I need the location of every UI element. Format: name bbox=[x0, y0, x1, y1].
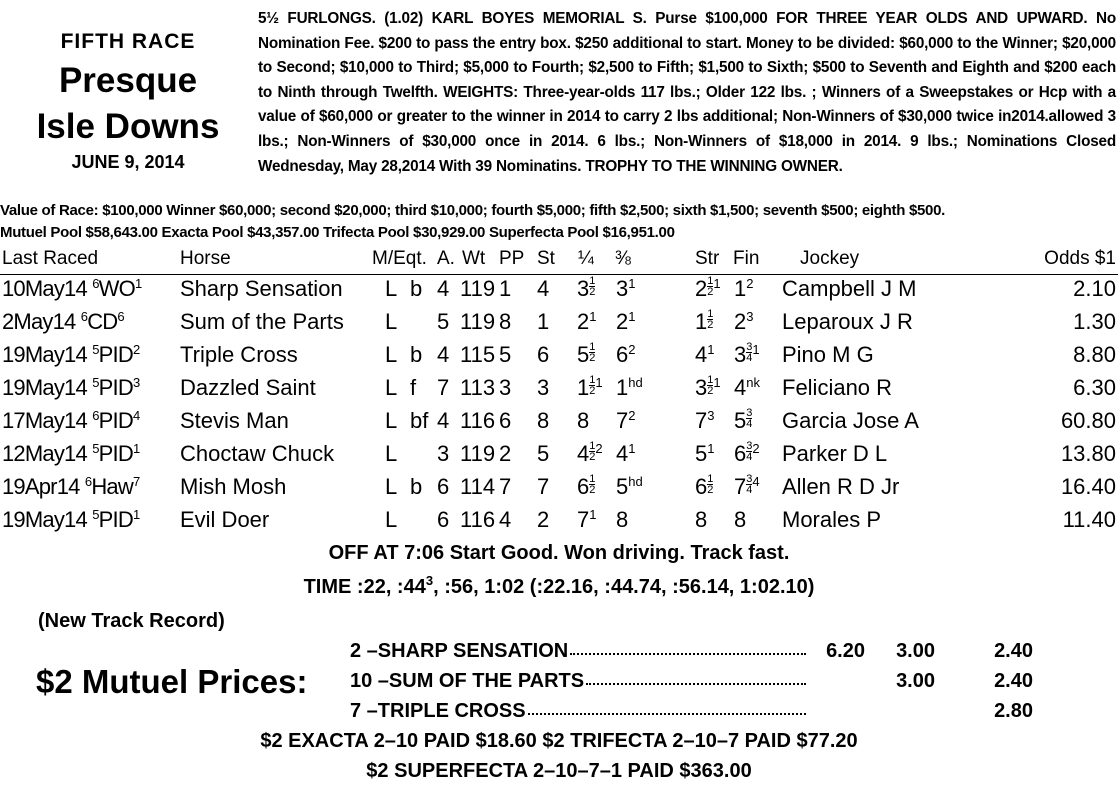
fraction bbox=[589, 342, 595, 363]
fraction-denominator: 2 bbox=[707, 286, 714, 298]
lengths-sup: 1 bbox=[589, 507, 597, 522]
call-position: 4 $\frac{1}{2}$ $^2$ bbox=[577, 440, 603, 466]
last-race-number: 6 bbox=[92, 408, 99, 423]
call-position: $3^1$ bbox=[616, 276, 636, 301]
post-position: 6 bbox=[499, 408, 512, 433]
start-position: 2 bbox=[537, 507, 550, 532]
lengths-sup: 2 bbox=[746, 276, 754, 291]
call-position: $1^2$ bbox=[734, 276, 754, 301]
fraction-numerator: 1 bbox=[589, 275, 596, 287]
jockey-name: Allen R D Jr bbox=[782, 474, 900, 499]
lengths-sup: 2 bbox=[752, 441, 760, 456]
last-finish: 1 bbox=[132, 507, 140, 522]
fraction-denominator: 2 bbox=[707, 319, 714, 331]
weight: 119 bbox=[460, 309, 496, 334]
equipment: b bbox=[410, 342, 423, 367]
last-finish: 1 bbox=[132, 441, 140, 456]
fraction-numerator: 3 bbox=[746, 440, 753, 452]
start-position: 7 bbox=[537, 474, 550, 499]
jockey-name: Garcia Jose A bbox=[782, 408, 919, 433]
odds: 6.30 bbox=[1073, 375, 1116, 400]
time-line bbox=[0, 573, 1118, 599]
age: 4 bbox=[437, 276, 450, 301]
horse-name: Mish Mosh bbox=[180, 474, 287, 499]
last-raced: 19May14 $^5$PID$^3$ bbox=[2, 375, 140, 400]
lengths-sup: 3 bbox=[746, 309, 754, 324]
dot-leader bbox=[528, 713, 806, 715]
medication: L bbox=[385, 408, 398, 433]
fraction bbox=[707, 309, 713, 330]
off-line: OFF AT 7:06 Start Good. Won driving. Track fast. bbox=[328, 542, 790, 564]
fraction-denominator: 2 bbox=[589, 286, 596, 298]
fraction-numerator: 1 bbox=[589, 473, 596, 485]
mutuel-row bbox=[0, 700, 1118, 728]
last-race-number: 6 bbox=[92, 276, 99, 291]
post-position: 1 bbox=[499, 276, 512, 301]
col-odds: Odds $1 bbox=[1044, 248, 1116, 269]
post-position: 2 bbox=[499, 441, 512, 466]
race-date: JUNE 9, 2014 bbox=[71, 152, 185, 172]
age: 6 bbox=[437, 507, 450, 532]
lengths-sup: 1 bbox=[752, 342, 760, 357]
medication: L bbox=[385, 276, 398, 301]
age: 3 bbox=[437, 441, 450, 466]
jockey-name: Parker D L bbox=[782, 441, 888, 466]
dot-leader bbox=[586, 683, 806, 685]
last-race-number: 5 bbox=[92, 342, 99, 357]
start-position: 6 bbox=[537, 342, 550, 367]
call-position: 6 $\frac{3}{4}$ $^2$ bbox=[734, 440, 760, 466]
medication: L bbox=[385, 375, 398, 400]
col-last-raced: Last Raced bbox=[2, 248, 99, 269]
jockey-name: Morales P bbox=[782, 507, 882, 532]
col-three-eighths: ⅜ bbox=[615, 248, 631, 269]
col-start: St bbox=[537, 248, 555, 269]
lengths-sup: 2 bbox=[595, 441, 603, 456]
last-raced: 12May14 $^5$PID$^1$ bbox=[2, 441, 140, 466]
lengths-sup: 1 bbox=[589, 309, 597, 324]
age: 5 bbox=[437, 309, 450, 334]
call-position: $7^2$ bbox=[616, 408, 636, 433]
fraction-denominator: 2 bbox=[589, 451, 596, 463]
fraction-numerator: 1 bbox=[589, 341, 596, 353]
weight: 114 bbox=[460, 474, 496, 499]
record-note: (New Track Record) bbox=[38, 610, 225, 632]
fraction bbox=[746, 408, 752, 429]
medication: L bbox=[385, 309, 398, 334]
mutuel-row bbox=[0, 640, 1118, 668]
table-row bbox=[0, 507, 1118, 540]
last-race-number: 5 bbox=[92, 441, 99, 456]
call-position: 8 bbox=[616, 507, 629, 532]
table-row bbox=[0, 276, 1118, 309]
age: 6 bbox=[437, 474, 450, 499]
call-position: 8 bbox=[695, 507, 708, 532]
value-of-race: Value of Race: $100,000 Winner $60,000; second $20,000; third $10,000; fourth $5,000; fifth $2,500; sixth $1,500; seventh $500; eighth $500. bbox=[0, 202, 945, 219]
track-name-line1: Presque bbox=[58, 61, 198, 100]
last-finish: 7 bbox=[132, 474, 140, 489]
fraction bbox=[589, 474, 595, 495]
call-position: $6^2$ bbox=[616, 342, 636, 367]
col-quarter: ¼ bbox=[578, 248, 594, 269]
lengths-sup: hd bbox=[628, 375, 643, 390]
call-position: $2^3$ bbox=[734, 309, 754, 334]
lengths-sup: 1 bbox=[628, 441, 636, 456]
post-position: 8 bbox=[499, 309, 512, 334]
medication: L bbox=[385, 507, 398, 532]
lengths-sup: hd bbox=[628, 474, 643, 489]
call-position: $2^1$ bbox=[616, 309, 636, 334]
fraction-numerator: 3 bbox=[746, 341, 753, 353]
col-finish: Fin bbox=[733, 248, 760, 269]
call-position: $7^1$ bbox=[577, 507, 597, 532]
last-race-number: 5 bbox=[92, 375, 99, 390]
time-prefix: TIME :22, :44 bbox=[303, 576, 426, 598]
horse-name: Sharp Sensation bbox=[180, 276, 343, 301]
call-position: $4^{nk}$ bbox=[734, 375, 760, 400]
race-conditions: 5½ FURLONGS. (1.02) KARL BOYES MEMORIAL S. Purse $100,000 FOR THREE YEAR OLDS AND UPWARD. No Nomination Fee. $200 to pass the entry box. $250 additional to start. Money to be divided: $60,000 to the Winner; $20,000 to Second; $10,000 to Third; $5,000 to Fourth; $2,500 to Fifth; $1,500 to Sixth; $500 to Seventh and Eighth and $200 each to Ninth through Twelfth. WEIGHTS: Three-year-olds 117 lbs.; Older 122 lbs. ; Winners of a Sweepstakes or Hcp with a value of $60,000 or greater to the winner in 2014 to carry 2 lbs additional; Non-Winners of $30,000 twice in2014.allowed 3 lbs.; Non-Winners of $30,000 once in 2014. 6 lbs.; Non-Winners of $18,000 in 2014. 9 lbs.; Nominations Closed Wednesday, May 28,2014 With 39 Nominatins. TROPHY TO THE WINNING OWNER. bbox=[258, 10, 1116, 175]
post-position: 5 bbox=[499, 342, 512, 367]
jockey-name: Feliciano R bbox=[782, 375, 893, 400]
lengths-sup: nk bbox=[746, 375, 760, 390]
last-race-number: 5 bbox=[92, 507, 99, 522]
fraction bbox=[589, 276, 595, 297]
table-row bbox=[0, 408, 1118, 441]
horse-name: Dazzled Saint bbox=[180, 375, 316, 400]
start-position: 1 bbox=[537, 309, 550, 334]
fraction-numerator: 1 bbox=[707, 473, 714, 485]
call-position: 6 $\frac{1}{2}$ bbox=[695, 473, 714, 499]
call-position: $5^1$ bbox=[695, 441, 715, 466]
weight: 116 bbox=[460, 507, 496, 532]
weight: 116 bbox=[460, 408, 496, 433]
post-position: 4 bbox=[499, 507, 512, 532]
lengths-sup: 1 bbox=[595, 375, 603, 390]
track-name bbox=[0, 58, 256, 150]
show-price: 2.40 bbox=[994, 640, 1033, 662]
mutuel-horse: 7 –TRIPLE CROSS bbox=[350, 700, 526, 722]
last-finish: 1 bbox=[134, 276, 142, 291]
fraction-numerator: 3 bbox=[746, 473, 753, 485]
last-finish: 4 bbox=[132, 408, 140, 423]
jockey-name: Pino M G bbox=[782, 342, 874, 367]
last-finish: 3 bbox=[132, 375, 140, 390]
place-price: 3.00 bbox=[896, 670, 935, 692]
lengths-sup: 1 bbox=[707, 342, 715, 357]
lengths-sup: 1 bbox=[628, 309, 636, 324]
last-finish: 2 bbox=[132, 342, 140, 357]
col-meq: M/Eqt. bbox=[372, 248, 427, 269]
table-row bbox=[0, 342, 1118, 375]
mutuel-horse: 2 –SHARP SENSATION bbox=[350, 640, 569, 662]
mutuel-title: $2 Mutuel Prices: bbox=[36, 663, 308, 700]
dot-leader bbox=[570, 653, 806, 655]
call-position: 3 $\frac{3}{4}$ $^1$ bbox=[734, 341, 760, 367]
mutuel-horse: 10 –SUM OF THE PARTS bbox=[350, 670, 585, 692]
odds: 2.10 bbox=[1073, 276, 1116, 301]
call-position: 6 $\frac{1}{2}$ bbox=[577, 473, 596, 499]
call-position: 7 $\frac{3}{4}$ $^4$ bbox=[734, 473, 760, 499]
last-raced: 10May14 $^6WO^1$ bbox=[2, 276, 142, 301]
medication: L bbox=[385, 441, 398, 466]
fraction-numerator: 1 bbox=[589, 440, 596, 452]
col-post-position: PP bbox=[499, 248, 525, 269]
call-position: 3 $\frac{1}{2}$ bbox=[577, 275, 596, 301]
place-price: 3.00 bbox=[896, 640, 935, 662]
last-finish: 6 bbox=[117, 309, 124, 324]
lengths-sup: 1 bbox=[713, 375, 721, 390]
call-position: $2^1$ bbox=[577, 309, 597, 334]
call-position: 5 $\frac{3}{4}$ bbox=[734, 407, 753, 433]
table-row bbox=[0, 375, 1118, 408]
medication: L bbox=[385, 474, 398, 499]
lengths-sup: 1 bbox=[628, 276, 636, 291]
last-raced: 19May14 $^5$PID$^2$ bbox=[2, 342, 140, 367]
age: 4 bbox=[437, 408, 450, 433]
fraction-denominator: 2 bbox=[589, 385, 596, 397]
odds: 1.30 bbox=[1073, 309, 1116, 334]
call-position: 1 $\frac{1}{2}$ $^1$ bbox=[577, 374, 603, 400]
race-number: FIFTH RACE bbox=[60, 30, 196, 53]
show-price: 2.40 bbox=[994, 670, 1033, 692]
post-position: 3 bbox=[499, 375, 512, 400]
lengths-sup: 2 bbox=[628, 342, 636, 357]
start-position: 3 bbox=[537, 375, 550, 400]
fraction-numerator: 3 bbox=[746, 407, 753, 419]
exotics-line-2: $2 SUPERFECTA 2–10–7–1 PAID $363.00 bbox=[366, 760, 752, 782]
weight: 113 bbox=[460, 375, 496, 400]
fraction-denominator: 4 bbox=[746, 418, 753, 430]
fraction bbox=[707, 474, 713, 495]
lengths-sup: 3 bbox=[707, 408, 715, 423]
time-suffix: , :56, 1:02 (:22.16, :44.74, :56.14, 1:02.10) bbox=[433, 576, 815, 598]
show-price: 2.80 bbox=[994, 700, 1033, 722]
fraction-denominator: 4 bbox=[746, 352, 753, 364]
age: 4 bbox=[437, 342, 450, 367]
col-weight: Wt bbox=[462, 248, 486, 269]
call-position: 8 bbox=[734, 507, 747, 532]
weight: 119 bbox=[460, 276, 496, 301]
table-row bbox=[0, 309, 1118, 342]
start-position: 5 bbox=[537, 441, 550, 466]
fraction-denominator: 4 bbox=[746, 451, 753, 463]
jockey-name: Leparoux J R bbox=[782, 309, 913, 334]
header-rule bbox=[0, 274, 1118, 275]
equipment: b bbox=[410, 276, 423, 301]
mutuel-pools: Mutuel Pool $58,643.00 Exacta Pool $43,357.00 Trifecta Pool $30,929.00 Superfecta Pool $16,951.00 bbox=[0, 224, 675, 241]
exotics-line-1: $2 EXACTA 2–10 PAID $18.60 $2 TRIFECTA 2–10–7 PAID $77.20 bbox=[260, 730, 858, 752]
time-sup: 3 bbox=[425, 573, 434, 588]
weight: 115 bbox=[460, 342, 496, 367]
lengths-sup: 1 bbox=[713, 276, 721, 291]
call-position: $4^1$ bbox=[695, 342, 715, 367]
age: 7 bbox=[437, 375, 450, 400]
col-age: A. bbox=[437, 248, 455, 269]
odds: 8.80 bbox=[1073, 342, 1116, 367]
horse-name: Triple Cross bbox=[180, 342, 298, 367]
call-position: 1 $\frac{1}{2}$ bbox=[695, 308, 714, 334]
table-row bbox=[0, 441, 1118, 474]
odds: 13.80 bbox=[1060, 441, 1116, 466]
weight: 119 bbox=[460, 441, 496, 466]
fraction-denominator: 2 bbox=[707, 385, 714, 397]
call-position: 3 $\frac{1}{2}$ $^1$ bbox=[695, 374, 721, 400]
table-row bbox=[0, 474, 1118, 507]
fraction-denominator: 2 bbox=[589, 484, 596, 496]
col-stretch: Str bbox=[695, 248, 720, 269]
lengths-sup: 1 bbox=[707, 441, 715, 456]
horse-name: Evil Doer bbox=[180, 507, 270, 532]
call-position: $1^{hd}$ bbox=[616, 375, 643, 400]
equipment: f bbox=[410, 375, 417, 400]
chart-header-row bbox=[0, 248, 1118, 274]
medication: L bbox=[385, 342, 398, 367]
post-position: 7 bbox=[499, 474, 512, 499]
fraction-numerator: 1 bbox=[589, 374, 596, 386]
fraction-denominator: 2 bbox=[589, 352, 596, 364]
lengths-sup: 2 bbox=[628, 408, 636, 423]
last-raced: 17May14 $^6$PID$^4$ bbox=[2, 408, 140, 433]
lengths-sup: 4 bbox=[752, 474, 760, 489]
fraction-numerator: 1 bbox=[707, 308, 714, 320]
last-raced: 19Apr14 $^6$Haw$^7$ bbox=[2, 474, 140, 499]
call-position: 5 $\frac{1}{2}$ bbox=[577, 341, 596, 367]
call-position: $5^{hd}$ bbox=[616, 474, 643, 499]
odds: 16.40 bbox=[1060, 474, 1116, 499]
jockey-name: Campbell J M bbox=[782, 276, 917, 301]
horse-name: Choctaw Chuck bbox=[180, 441, 335, 466]
horse-name: Stevis Man bbox=[180, 408, 289, 433]
odds: 11.40 bbox=[1062, 507, 1116, 532]
last-race-number: 6 bbox=[84, 474, 92, 489]
fraction-numerator: 1 bbox=[707, 374, 714, 386]
last-raced: 2May14 $^6CD^6$ bbox=[2, 309, 124, 334]
mutuel-row bbox=[0, 670, 1118, 698]
horse-name: Sum of the Parts bbox=[180, 309, 344, 334]
start-position: 4 bbox=[537, 276, 550, 301]
equipment: bf bbox=[410, 408, 429, 433]
fraction-denominator: 4 bbox=[746, 484, 753, 496]
call-position: 2 $\frac{1}{2}$ $^1$ bbox=[695, 275, 721, 301]
call-position: $7^3$ bbox=[695, 408, 715, 433]
odds: 60.80 bbox=[1060, 408, 1116, 433]
last-race-number: 6 bbox=[80, 309, 88, 324]
col-jockey: Jockey bbox=[800, 248, 860, 269]
fraction-numerator: 1 bbox=[707, 275, 714, 287]
start-position: 8 bbox=[537, 408, 550, 433]
col-horse: Horse bbox=[180, 248, 231, 269]
call-position: 8 bbox=[577, 408, 590, 433]
equipment: b bbox=[410, 474, 423, 499]
last-raced: 19May14 $^5$PID$^1$ bbox=[2, 507, 140, 532]
fraction-denominator: 2 bbox=[707, 484, 714, 496]
call-position: $4^1$ bbox=[616, 441, 636, 466]
win-price: 6.20 bbox=[826, 640, 865, 662]
track-name-line2: Isle Downs bbox=[36, 107, 220, 146]
